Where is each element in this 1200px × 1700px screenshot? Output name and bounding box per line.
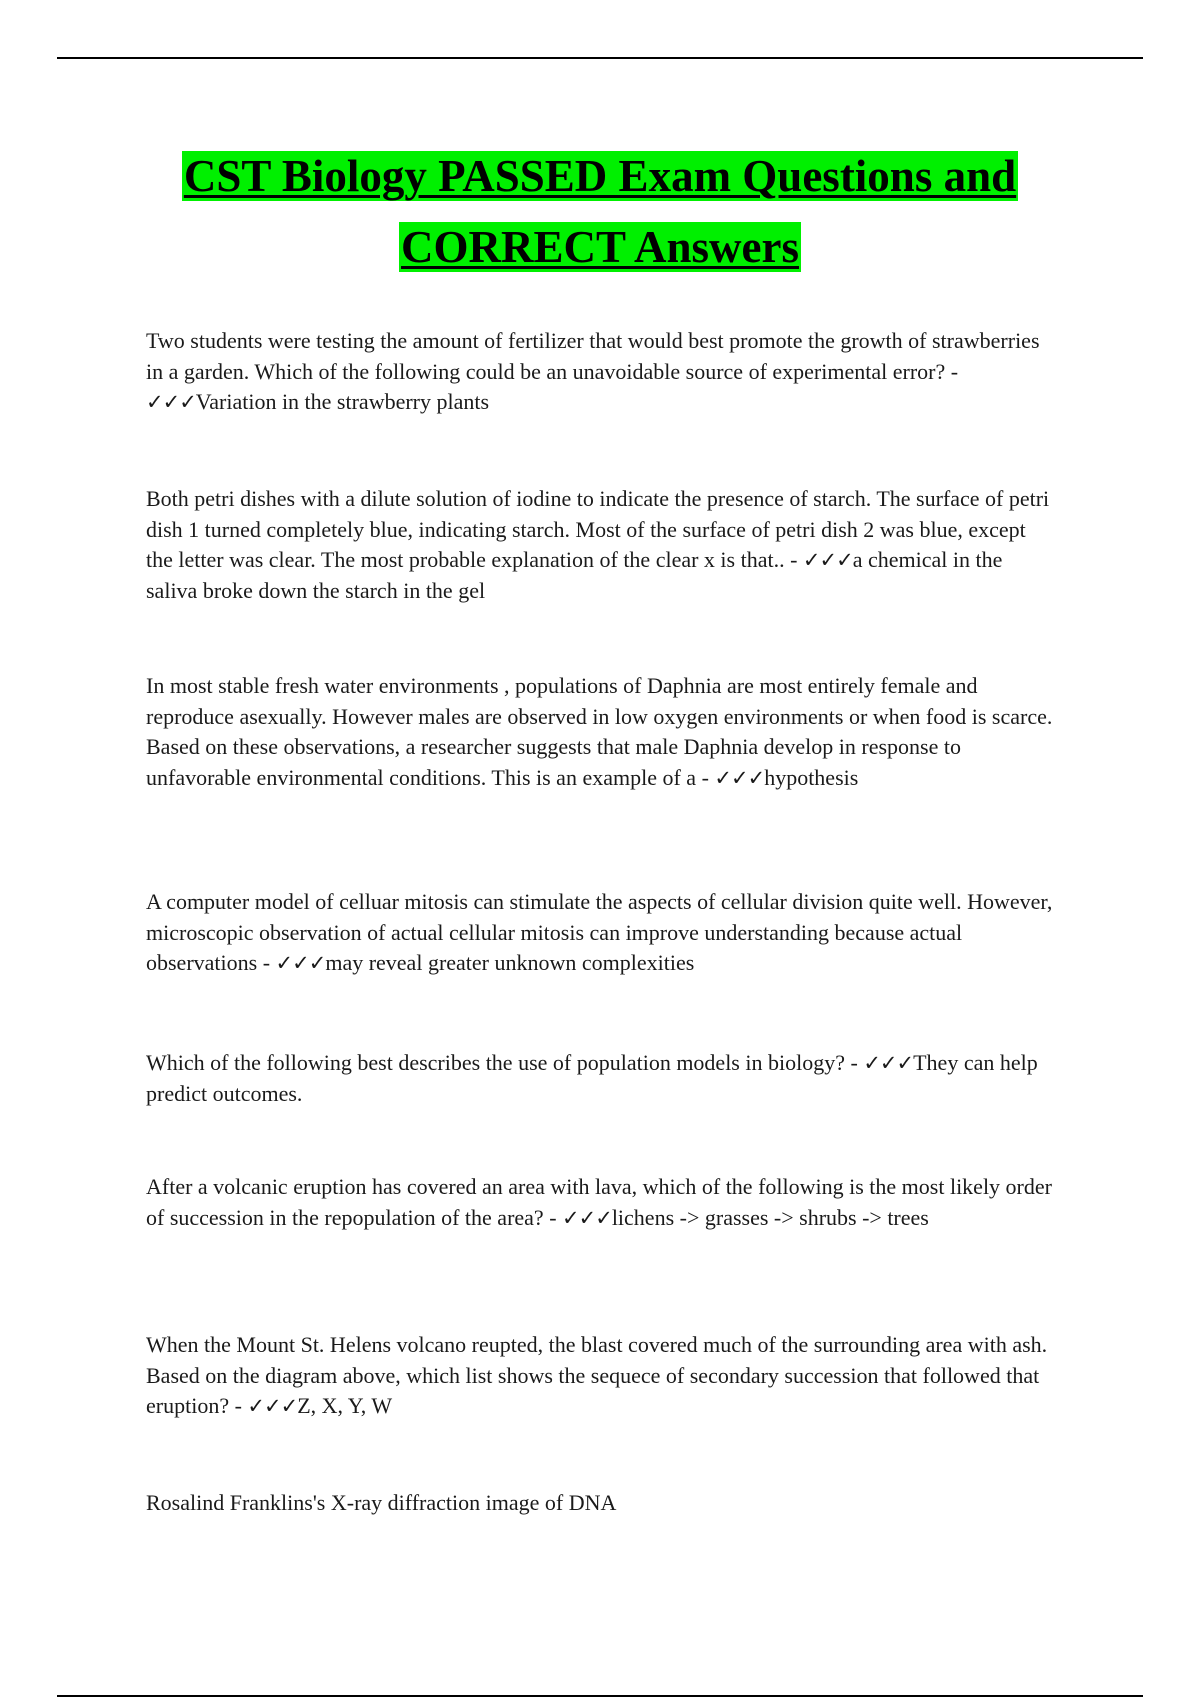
check-marks-icon: ✓✓✓ [863, 1051, 914, 1075]
title-line-1: CST Biology PASSED Exam Questions and [183, 151, 1017, 201]
separator: - [257, 950, 276, 975]
qa-item-2 [146, 484, 1056, 606]
question-text: When the Mount St. Helens volcano reupted, the blast covered much of the surrounding area with ash. Based on the diagram above, which list shows the sequece of secondary succession that followed that eruption? [146, 1332, 1048, 1418]
separator: - [844, 1050, 864, 1075]
qa-item-1 [146, 326, 1056, 418]
answer-text: lichens -> grasses -> shrubs -> trees [611, 1204, 929, 1230]
answer-text: a chemical in the saliva broke down the starch in the gel [146, 547, 1003, 603]
check-marks-icon: ✓✓✓ [562, 1205, 612, 1230]
question-text: After a volcanic eruption has covered an area with lava, which of the following is the most likely order of succession in the repopulation of the area? [146, 1174, 1052, 1230]
document-title [100, 146, 1100, 288]
separator: - [543, 1204, 563, 1230]
check-marks-icon: ✓✓✓ [146, 390, 196, 414]
answer-text: may reveal greater unknown complexities [325, 950, 695, 975]
check-marks-icon: ✓✓✓ [714, 765, 765, 790]
check-marks-icon: ✓✓✓ [275, 951, 326, 975]
separator: - [784, 547, 803, 572]
answer-text: hypothesis [764, 764, 859, 790]
qa-item-3 [146, 671, 1056, 793]
question-text: In most stable fresh water environments , populations of Daphnia are most entirely female and reproduce asexually. However males are observed in low oxygen environments or when food is scarce. Based on these observations, a researcher suggests that male Daphnia develop in response to unfavorable environmental conditions. This is an example of a [146, 673, 1053, 790]
title-line-2: CORRECT Answers [401, 222, 799, 272]
separator: - [696, 764, 715, 790]
question-text: Two students were testing the amount of fertilizer that would best promote the growth of strawberries in a garden. Which of the following could be an unavoidable source of experimental error? [146, 328, 1040, 384]
answer-text: Variation in the strawberry plants [195, 389, 490, 414]
question-text: Both petri dishes with a dilute solution of iodine to indicate the presence of starch. The surface of petri dish 1 turned completely blue, indicating starch. Most of the surface of petri dish 2 was blue, except the letter was clear. The most probable explanation of the clear x is that.. [146, 486, 1050, 572]
qa-item-5 [146, 1048, 1056, 1109]
bottom-rule [57, 1695, 1143, 1697]
separator: - [945, 358, 959, 384]
question-text: A computer model of celluar mitosis can stimulate the aspects of cellular division quite well. However, microscopic observation of actual cellular mitosis can improve understanding because actual observations [146, 889, 1053, 975]
separator: - [229, 1393, 248, 1418]
top-rule [57, 57, 1143, 59]
check-marks-icon: ✓✓✓ [247, 1394, 298, 1418]
trailing-question: Rosalind Franklins's X-ray diffraction image of DNA [146, 1490, 617, 1515]
question-text: Which of the following best describes the use of population models in biology? [146, 1050, 845, 1075]
qa-item-6 [146, 1172, 1056, 1233]
answer-text: They can help predict outcomes. [146, 1050, 1038, 1106]
qa-item-4 [146, 887, 1056, 979]
check-marks-icon: ✓✓✓ [802, 548, 853, 572]
qa-item-7 [146, 1330, 1056, 1422]
answer-text: Z, X, Y, W [297, 1393, 393, 1418]
